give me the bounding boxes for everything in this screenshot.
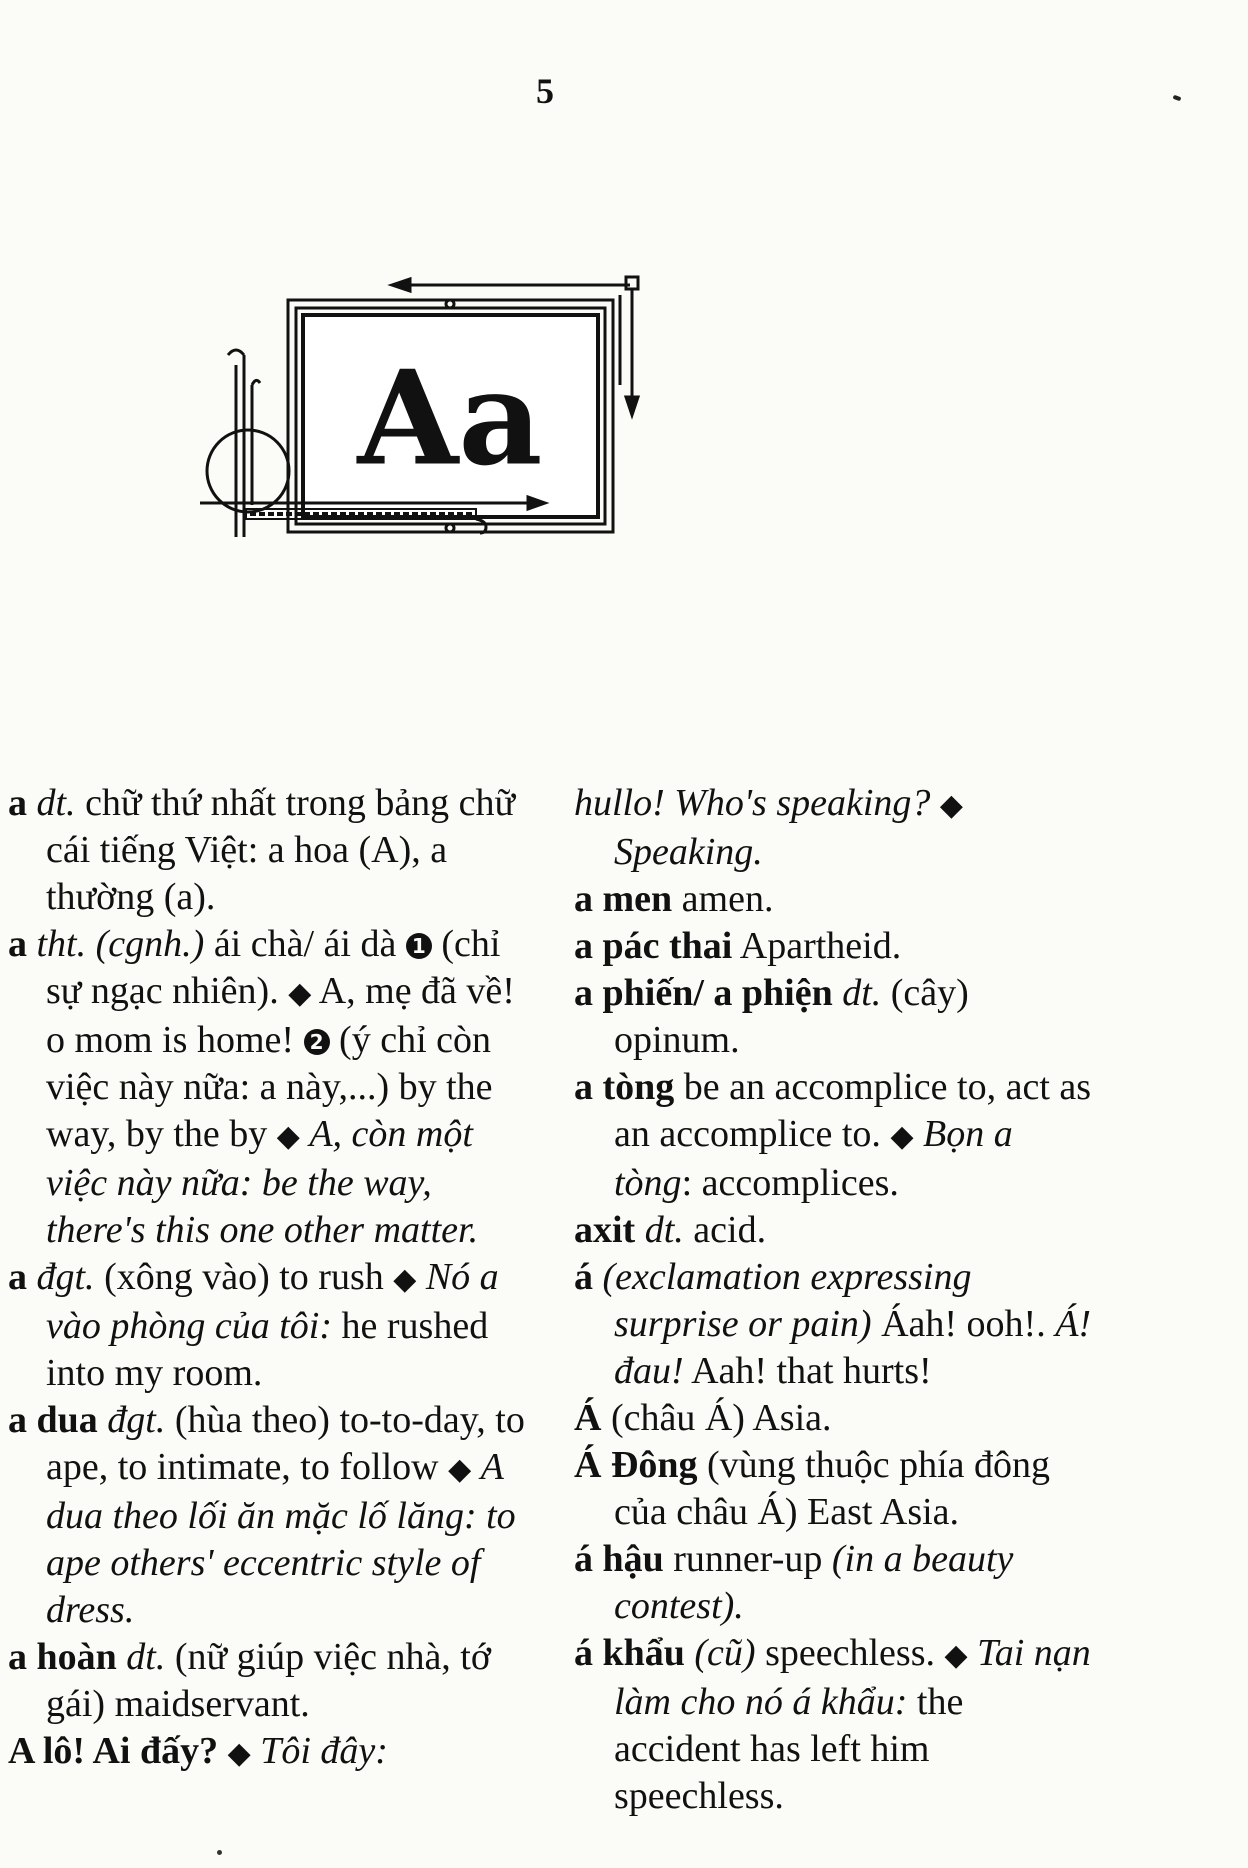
headword: a men (574, 878, 673, 920)
sense-number-icon: 1 (406, 933, 432, 959)
headword: á khẩu (574, 1632, 685, 1674)
headword: á hậu (574, 1538, 664, 1580)
entry-continuation (574, 780, 1094, 876)
diamond-icon: ◆ (276, 1119, 300, 1154)
arrow-down-icon (626, 397, 638, 415)
sense-text: (chỉ sự ngạc nhiên). (46, 923, 501, 1012)
part-of-speech: (cũ) (694, 1632, 756, 1674)
headword: a dua (8, 1399, 98, 1441)
diamond-icon: ◆ (448, 1452, 472, 1487)
definition: runner-up (673, 1538, 823, 1580)
headword: a (8, 923, 27, 965)
headword: Á Đông (574, 1444, 698, 1486)
diamond-icon: ◆ (939, 788, 963, 823)
example: A, mẹ đã về! o mom is home! (46, 970, 515, 1061)
part-of-speech: đgt. (36, 1256, 95, 1298)
headword: a phiến/ a phiện (574, 972, 833, 1014)
headword: a pác thai (574, 925, 733, 967)
diamond-icon: ◆ (944, 1638, 968, 1673)
page-number: 5 (536, 71, 554, 111)
diamond-icon: ◆ (288, 976, 312, 1011)
definition: (vùng thuộc phía đông của châu Á) East Asia. (614, 1444, 1051, 1533)
definition: be an accomplice to, act as an accomplice to. (614, 1066, 1092, 1155)
headword: A lô! Ai đấy? (8, 1730, 219, 1772)
entry-a-hau (574, 1536, 1094, 1630)
definition: ái chà/ ái dà (213, 923, 397, 965)
stray-mark (1173, 95, 1182, 101)
definition: acid. (693, 1209, 767, 1251)
arrow-left-icon (392, 279, 410, 291)
example: A, còn một việc này nữa: be the way, there's this one other matter. (46, 1113, 479, 1251)
entry-a-lo (8, 1728, 528, 1777)
translation: : accomplices. (681, 1162, 899, 1204)
ornament-letters: Aa (357, 341, 543, 495)
usage-note: (in a beauty contest). (614, 1538, 1014, 1627)
part-of-speech: đgt. (107, 1399, 166, 1441)
ornament-corner-box (626, 277, 638, 289)
translation: the accident has left him speechless. (614, 1681, 964, 1817)
entry-a-noun (8, 780, 528, 921)
example: Tôi đây: (260, 1730, 388, 1772)
headword: á (574, 1256, 593, 1298)
definition: chữ thứ nhất trong bảng chữ cái tiếng Việt: a hoa (A), a thường (a). (46, 782, 516, 918)
entry-axit (574, 1207, 1094, 1254)
headword: Á (574, 1397, 602, 1439)
definition: speechless. (765, 1632, 935, 1674)
stray-dot (217, 1850, 222, 1855)
headword: a hoàn (8, 1636, 117, 1678)
example: A dua theo lối ăn mặc lố lăng: to ape others' eccentric style of dress. (46, 1446, 516, 1631)
definition: (nữ giúp việc nhà, tớ gái) maidservant. (46, 1636, 491, 1725)
diamond-icon: ◆ (227, 1736, 251, 1771)
entry-a-acute (574, 1254, 1094, 1395)
example: hullo! Who's speaking? (574, 782, 931, 824)
definition: (châu Á) Asia. (610, 1397, 832, 1439)
example: Nó a vào phòng của tôi: (46, 1256, 499, 1347)
entry-a-interjection (8, 921, 528, 1254)
entry-a-dua (8, 1397, 528, 1634)
entry-a-hoan (8, 1634, 528, 1728)
example: Speaking. (614, 831, 763, 873)
entry-a-verb (8, 1254, 528, 1397)
part-of-speech: dt. (644, 1209, 684, 1251)
definition: (hùa theo) to-to-day, to ape, to intimate, to follow (46, 1399, 525, 1488)
headword: a (8, 782, 27, 824)
definition: Áah! ooh!. (881, 1303, 1046, 1345)
entry-a-phien (574, 970, 1094, 1064)
diamond-icon: ◆ (393, 1262, 417, 1297)
letter-ornament (200, 275, 760, 655)
part-of-speech: dt. (842, 972, 882, 1014)
definition: (cây) opinum. (614, 972, 969, 1061)
entry-a-pac-thai (574, 923, 1094, 970)
usage-note: (cgnh.) (95, 923, 205, 965)
left-column (8, 780, 528, 1777)
right-column (574, 780, 1094, 1820)
entry-east-asia (574, 1442, 1094, 1536)
entry-asia (574, 1395, 1094, 1442)
definition: Apartheid. (739, 925, 902, 967)
sense-text: (ý chỉ còn việc này nữa: a này,...) by the way, by the by (46, 1019, 493, 1155)
headword: axit (574, 1209, 636, 1251)
entry-a-khau (574, 1630, 1094, 1820)
definition: (xông vào) to rush (104, 1256, 384, 1298)
usage-note: (exclamation expressing surprise or pain) (602, 1256, 972, 1345)
sense-number-icon: 2 (304, 1029, 330, 1055)
part-of-speech: dt. (36, 782, 76, 824)
example: Bọn a tòng (614, 1113, 1013, 1204)
translation: he rushed into my room. (46, 1305, 489, 1394)
part-of-speech: tht. (36, 923, 87, 965)
headword: a (8, 1256, 27, 1298)
headword: a tòng (574, 1066, 675, 1108)
definition: amen. (681, 878, 774, 920)
example: Á! đau! (614, 1303, 1092, 1392)
part-of-speech: dt. (126, 1636, 166, 1678)
entry-a-men (574, 876, 1094, 923)
translation: Aah! that hurts! (691, 1350, 932, 1392)
entry-a-tong (574, 1064, 1094, 1207)
diamond-icon: ◆ (890, 1119, 914, 1154)
example: Tai nạn làm cho nó á khẩu: (614, 1632, 1091, 1723)
